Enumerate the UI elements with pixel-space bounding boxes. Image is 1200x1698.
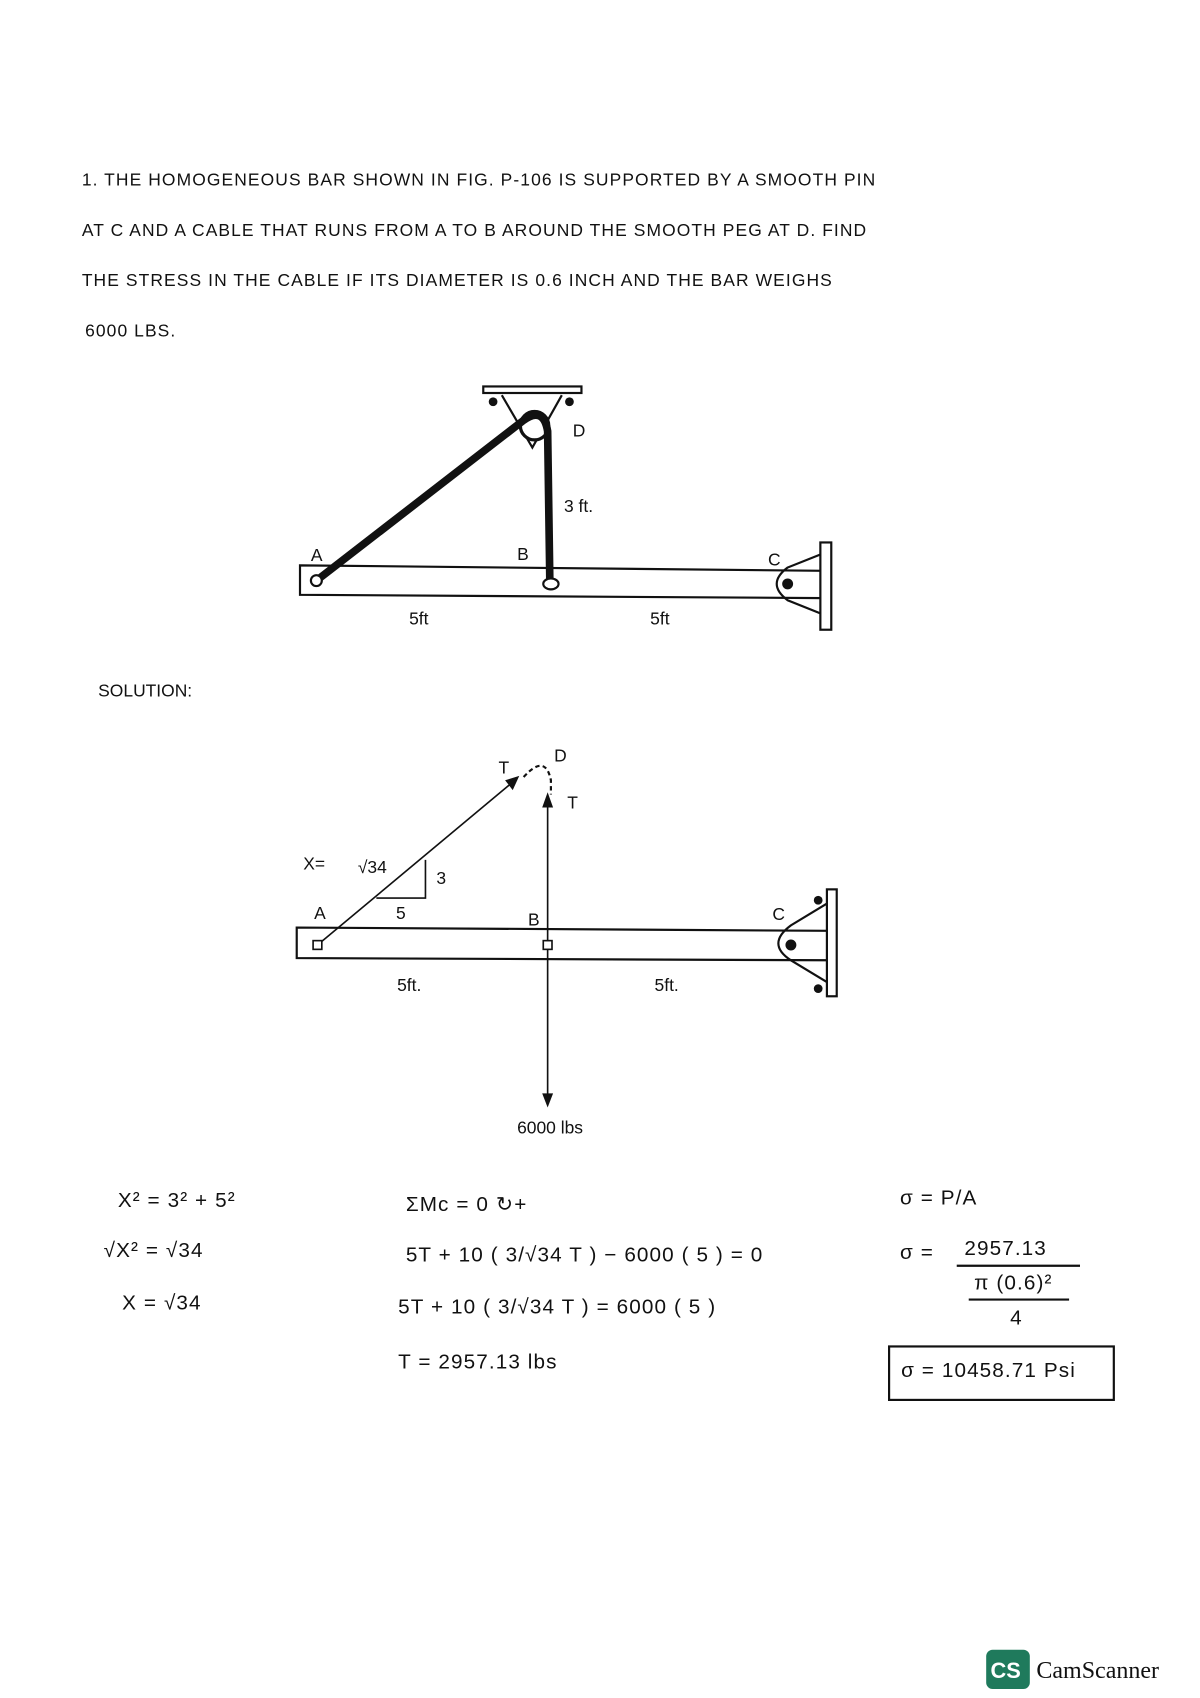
equation: σ = P/A [899,1186,978,1210]
label-rise: 3 [436,867,447,888]
label-weight: 6000 lbs [517,1117,584,1138]
bar [297,928,829,961]
equations [104,1187,1114,1400]
wall [827,889,837,996]
label-right-length: 5ft [650,608,670,629]
camscanner-watermark [986,1650,1159,1689]
label-height: 3 ft. [564,495,594,516]
solution-heading: SOLUTION: [98,680,193,701]
label-a: A [310,545,323,565]
equation: 5T + 10 ( 3/√34 T ) − 6000 ( 5 ) = 0 [405,1243,764,1267]
label-run: 5 [395,902,406,923]
label-left-length: 5ft. [397,974,422,995]
problem-line: 1. THE HOMOGENEOUS BAR SHOWN IN FIG. P-106 IS SUPPORTED BY A SMOOTH PIN [81,169,877,190]
tension-vector-a [317,780,514,945]
free-body-diagram [297,746,837,1138]
equation: 5T + 10 ( 3/√34 T ) = 6000 ( 5 ) [398,1295,717,1319]
label-c: C [768,549,781,570]
numerator: 2957.13 [964,1236,1047,1260]
equation: √X² = √34 [103,1239,204,1262]
label-right-length: 5ft. [654,974,679,995]
label-tension: T [567,792,578,813]
figure-p106 [300,386,831,629]
label-c: C [772,903,785,924]
label-x: X= [303,853,326,874]
denominator: 4 [1010,1306,1023,1330]
logo-badge: CS [990,1658,1021,1684]
problem-line: THE STRESS IN THE CABLE IF ITS DIAMETER IS 0.6 INCH AND THE BAR WEIGHS [81,270,833,291]
label-d: D [554,745,567,766]
equation: ΣMc = 0 ↻+ [405,1193,528,1217]
wall [820,542,831,629]
cable [316,415,549,580]
problem-line: 6000 LBS. [85,320,177,341]
pin-c [782,578,793,589]
equation: X² = 3² + 5² [117,1188,236,1212]
label-tension: T [498,757,510,778]
label-b: B [527,909,540,930]
bar [300,565,824,598]
logo-text: CamScanner [1036,1658,1159,1685]
problem-statement [82,170,876,341]
ceiling-mount [483,386,581,393]
problem-line: AT C AND A CABLE THAT RUNS FROM A TO B AROUND THE SMOOTH PEG AT D. FIND [81,219,868,240]
bracket [778,904,827,983]
stress-result: σ = 10458.71 Psi [901,1359,1076,1382]
label-left-length: 5ft [409,608,429,629]
equation: σ = [899,1241,934,1265]
label-hypotenuse: √34 [357,857,387,877]
label-b: B [517,543,529,564]
denominator: π (0.6)² [974,1271,1053,1295]
label-d: D [572,420,586,441]
label-a: A [314,902,326,923]
equation: X = √34 [122,1291,202,1315]
peg-path [524,766,551,795]
tension-result: T = 2957.13 lbs [398,1350,558,1374]
